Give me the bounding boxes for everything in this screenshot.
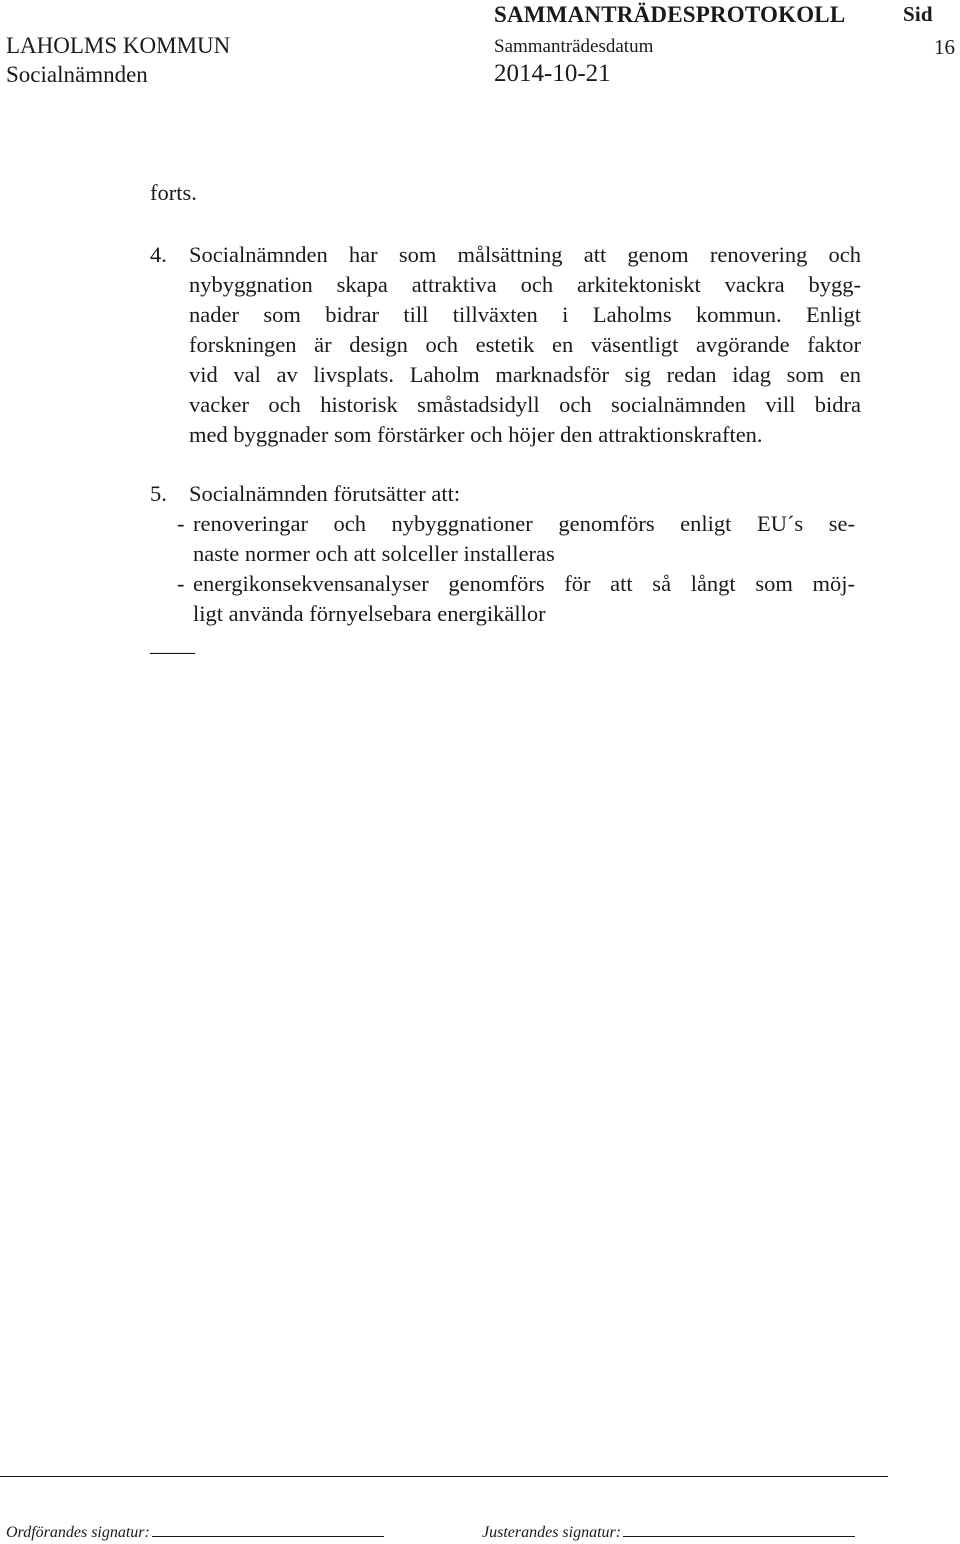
item-5-intro: Socialnämnden förutsätter att: xyxy=(189,481,461,506)
bullet-line: naste normer och att solceller installeras xyxy=(193,541,555,566)
item-number: 5. xyxy=(150,481,167,506)
paragraph-line: vacker och historisk småstadsidyll och socialnämnden vill bidra xyxy=(189,392,861,417)
chair-signature-label: Ordförandes signatur: xyxy=(6,1524,150,1541)
meeting-date-label: Sammanträdesdatum xyxy=(494,36,654,57)
page-label: Sid xyxy=(903,2,933,26)
bullet-line: ligt använda förnyelsebara energikällor xyxy=(193,601,546,626)
adjuster-signature xyxy=(482,1522,855,1542)
adjuster-signature-line[interactable] xyxy=(623,1522,855,1537)
chair-signature xyxy=(6,1522,384,1542)
paragraph-line: med byggnader som förstärker och höjer den attraktionskraften. xyxy=(189,422,763,447)
paragraph-line: nybyggnation skapa attraktiva och arkitektoniskt vackra bygg- xyxy=(189,272,861,297)
paragraph-line: nader som bidrar till tillväxten i Laholms kommun. Enligt xyxy=(189,302,861,327)
paragraph-line: vid val av livsplats. Laholm marknadsför sig redan idag som en xyxy=(189,362,861,387)
item-number: 4. xyxy=(150,242,167,267)
organization-name: LAHOLMS KOMMUN xyxy=(6,33,231,58)
chair-signature-line[interactable] xyxy=(152,1522,384,1537)
bullet-line: energikonsekvensanalyser genomförs för att så långt som möj- xyxy=(193,571,855,596)
bullet-marker: - xyxy=(177,511,185,536)
footer-divider xyxy=(0,1476,888,1477)
page-number: 16 xyxy=(934,35,955,59)
end-mark: ____ xyxy=(150,631,195,656)
paragraph-line: Socialnämnden har som målsättning att genom renovering och xyxy=(189,242,861,267)
meeting-date: 2014-10-21 xyxy=(494,60,611,87)
bullet-line: renoveringar och nybyggnationer genomförs enligt EU´s se- xyxy=(193,511,855,536)
committee-name: Socialnämnden xyxy=(6,62,148,87)
paragraph-line: forskningen är design och estetik en väsentligt avgörande faktor xyxy=(189,332,861,357)
adjuster-signature-label: Justerandes signatur: xyxy=(482,1524,622,1541)
continued-label: forts. xyxy=(150,180,197,205)
document-type-title: SAMMANTRÄDESPROTOKOLL xyxy=(494,2,846,27)
bullet-marker: - xyxy=(177,571,185,596)
item-4-paragraph xyxy=(189,240,861,450)
